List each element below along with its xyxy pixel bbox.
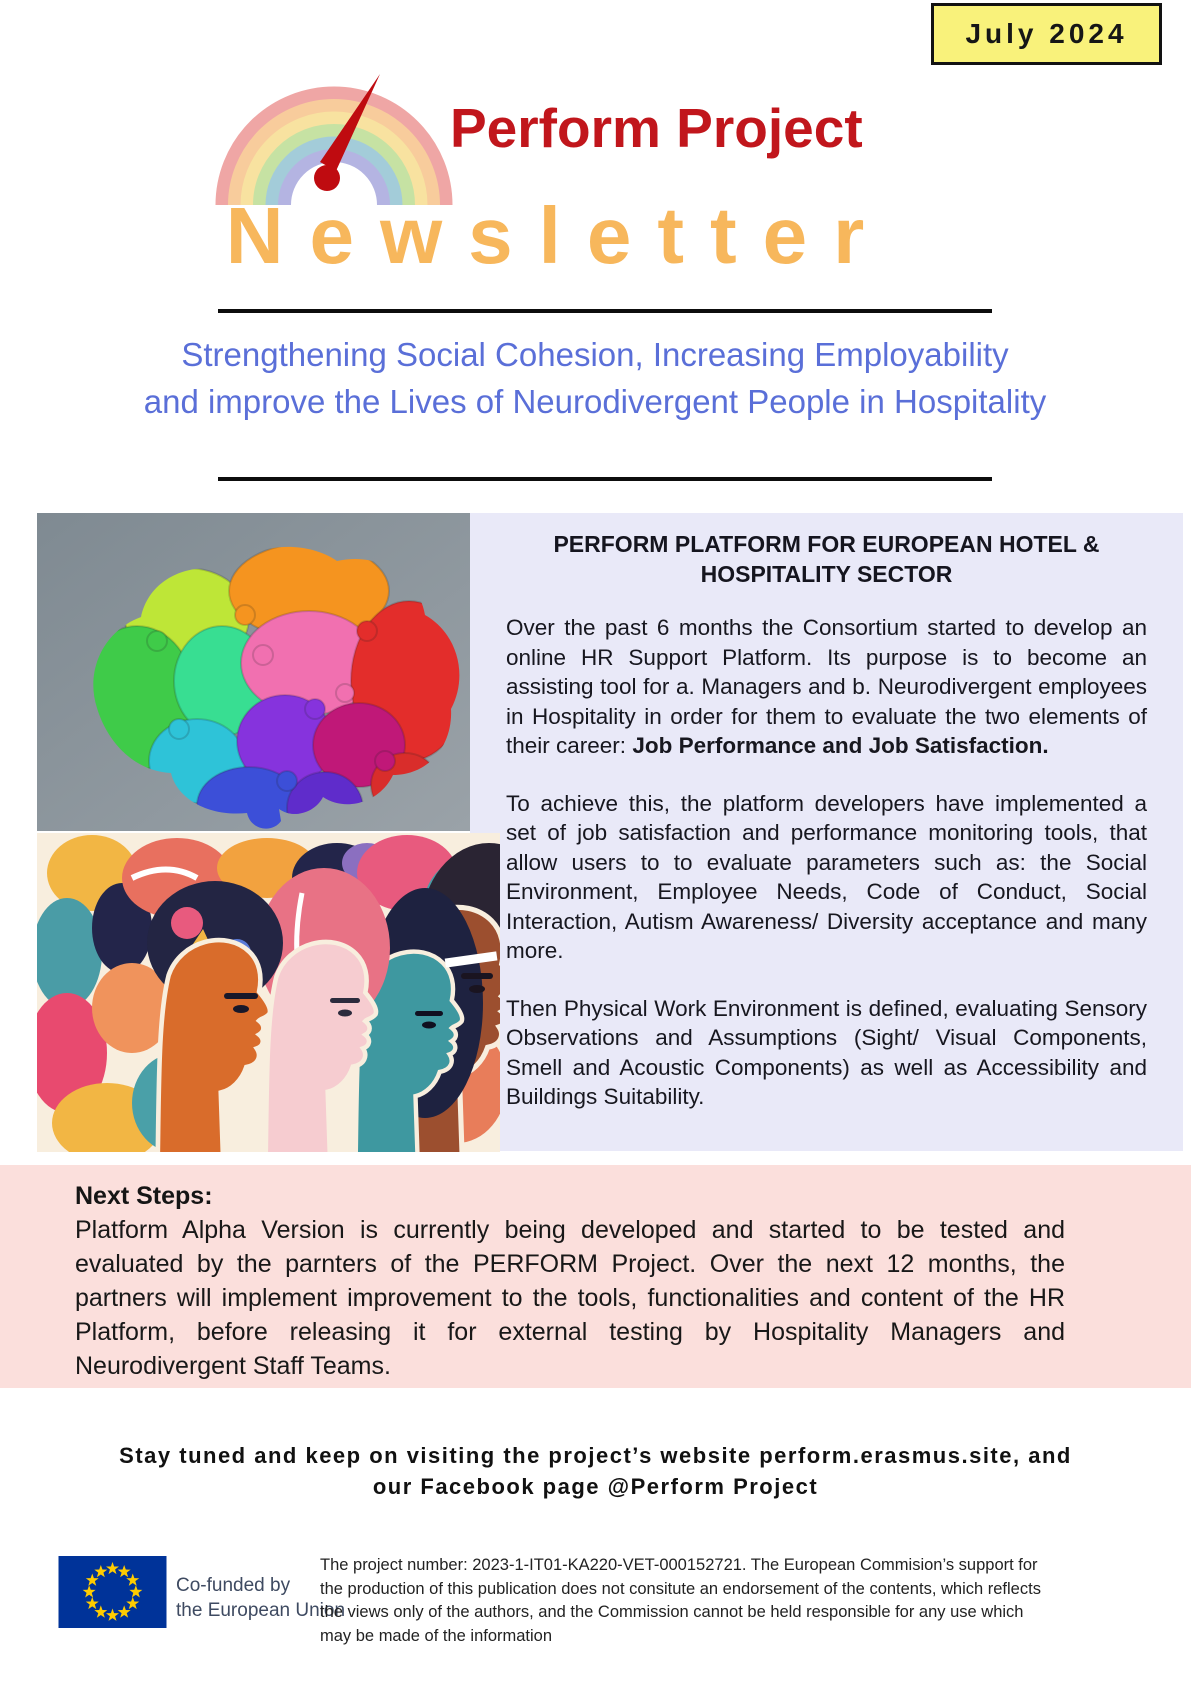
next-steps-body: Platform Alpha Version is currently being developed and started to be tested and evaluated by the parnters of the PERFORM Project. Over the next 12 months, the partners will implement improvement to the tools, functionalities and content of the HR Platform, before releasing it for external testing by Hospitality Managers and Neurodivergent Staff Teams.: [75, 1216, 1065, 1380]
paragraph-bold-text: Job Performance and Job Satisfaction.: [632, 733, 1049, 758]
stay-tuned-line-1: Stay tuned and keep on visiting the project’s website perform.erasmus.site, and: [119, 1443, 1072, 1468]
brain-puzzle-photo: [37, 513, 470, 831]
diversity-illustration: [37, 833, 500, 1152]
article-paragraph-1: [506, 613, 1147, 761]
article-heading: [506, 529, 1147, 589]
article-panel: [470, 513, 1183, 1151]
next-steps-title: Next Steps:: [75, 1182, 213, 1210]
eu-flag-icon: [57, 1556, 168, 1628]
paragraph-text: Over the past 6 months the Consortium started to develop an online HR Support Platform. Its purpose is to become an assisting tool for a. Managers and b. Neurodivergent employees in Hospitality in order for them to evaluate the two elements of their career:: [506, 615, 1147, 758]
stay-tuned-note: [0, 1440, 1191, 1502]
cofunded-line-2: the European Union: [176, 1600, 346, 1621]
subtitle-line-1: Strengthening Social Cohesion, Increasing Employability: [181, 336, 1009, 373]
article-paragraph-2: To achieve this, the platform developers have implemented a set of job satisfaction and performance monitoring tools, that allow users to to evaluate parameters such as: the Social Environment, Employee Needs, Code of Conduct, Social Interaction, Autism Awareness/ Diversity acceptance and many more.: [506, 790, 1147, 963]
divider-bottom: [218, 477, 992, 481]
newsletter-wordmark: Newsletter: [225, 191, 891, 280]
article-heading-line-2: HOSPITALITY SECTOR: [700, 561, 953, 587]
article-paragraph-3: Then Physical Work Environment is defined, evaluating Sensory Observations and Assumptions (Sight/ Visual Components, Smell and Acoustic Components) as well as Accessibility and Buildings Suitability.: [506, 995, 1147, 1109]
date-badge-label: July 2024: [965, 18, 1128, 49]
next-steps-panel: [0, 1165, 1191, 1388]
divider-top: [218, 309, 992, 313]
newsletter-subtitle: [30, 331, 1160, 425]
subtitle-line-2: and improve the Lives of Neurodivergent People in Hospitality: [143, 383, 1047, 420]
project-disclaimer: The project number: 2023-1-IT01-KA220-VET-000152721. The European Commision’s support for the production of this publication does not consitute an endorsement of the contents, which reflects the views only of the authors, and the Commission cannot be held responsible for any use which may be made of the information: [320, 1556, 1041, 1645]
brand-title: Perform Project: [450, 97, 863, 159]
article-heading-line-1: PERFORM PLATFORM FOR EUROPEAN HOTEL &: [553, 531, 1100, 557]
date-badge: [931, 3, 1162, 65]
cofunded-line-1: Co-funded by: [176, 1575, 291, 1596]
stay-tuned-line-2: our Facebook page @Perform Project: [372, 1474, 819, 1499]
